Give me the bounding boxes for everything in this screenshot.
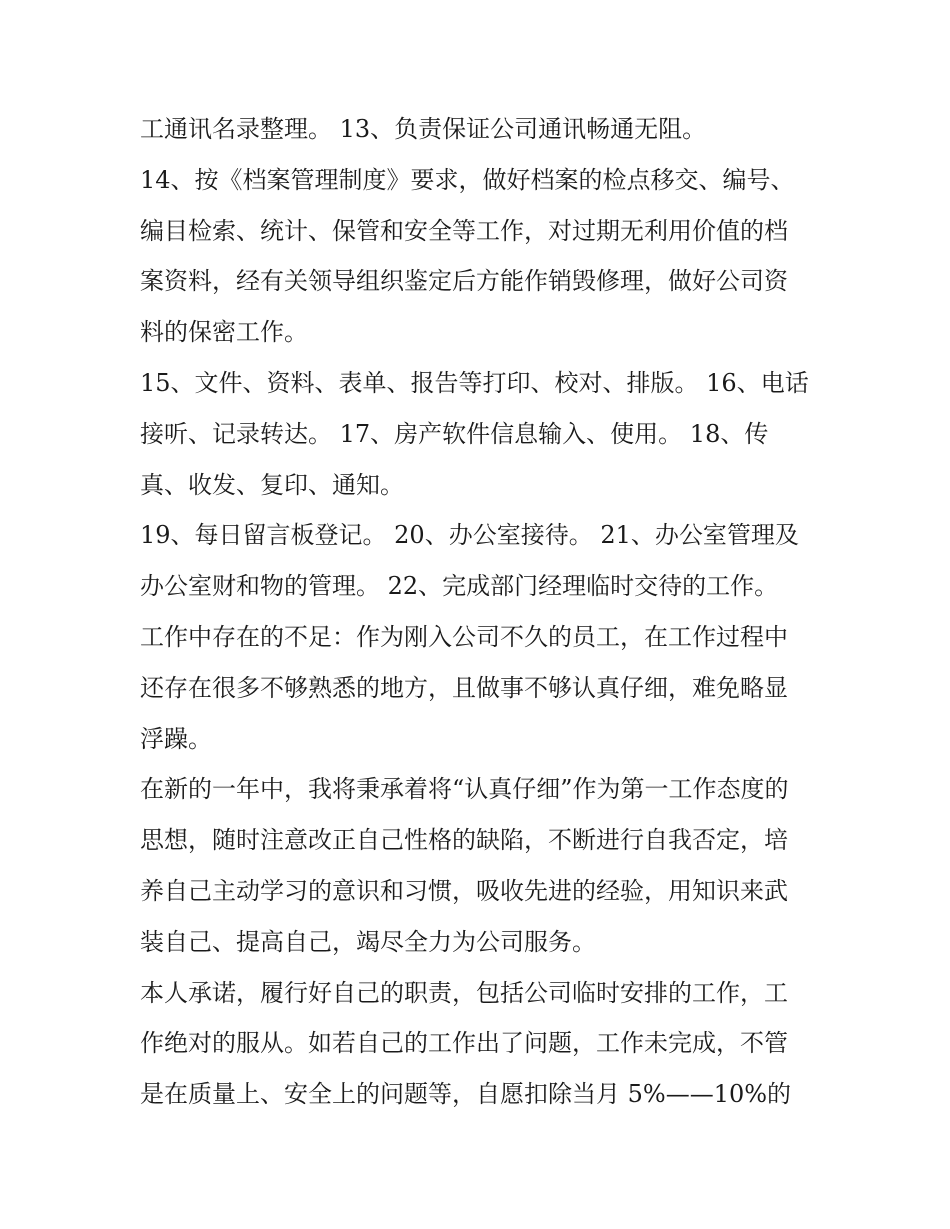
text-line: 工作中存在的不足：作为刚入公司不久的员工，在工作过程中: [140, 622, 788, 651]
document-body: [140, 104, 820, 1120]
text-line: 14、按《档案管理制度》要求，做好档案的检点移交、编号、: [140, 165, 795, 194]
text-line: 19、每日留言板登记。 20、办公室接待。 21、办公室管理及: [140, 521, 799, 550]
text-line: 案资料，经有关领导组织鉴定后方能作销毁修理，做好公司资: [140, 267, 788, 296]
text-line: 本人承诺，履行好自己的职责，包括公司临时安排的工作，工: [140, 978, 788, 1007]
text-line: 装自己、提高自己，竭尽全力为公司服务。: [140, 927, 596, 956]
text-line: 15、文件、资料、表单、报告等打印、校对、排版。 16、电话: [140, 368, 809, 397]
text-line: 养自己主动学习的意识和习惯，吸收先进的经验，用知识来武: [140, 876, 788, 905]
text-line: 思想，随时注意改正自己性格的缺陷，不断进行自我否定，培: [140, 826, 788, 855]
text-line: 是在质量上、安全上的问题等，自愿扣除当月 5%——10%的: [140, 1080, 792, 1109]
text-line: 办公室财和物的管理。 22、完成部门经理临时交待的工作。: [140, 572, 779, 601]
text-line: 编目检索、统计、保管和安全等工作，对过期无利用价值的档: [140, 216, 788, 245]
text-line: 还存在很多不够熟悉的地方，且做事不够认真仔细，难免略显: [140, 673, 788, 702]
text-line: 真、收发、复印、通知。: [140, 470, 404, 499]
text-line: 料的保密工作。: [140, 318, 308, 347]
text-line: 浮躁。: [140, 724, 212, 753]
text-line: 工通讯名录整理。 13、负责保证公司通讯畅通无阻。: [140, 115, 707, 143]
text-line: 在新的一年中，我将秉承着将“认真仔细”作为第一工作态度的: [140, 775, 789, 804]
text-line: 作绝对的服从。如若自己的工作出了问题，工作未完成，不管: [140, 1029, 788, 1058]
text-line: 接听、记录转达。 17、房产软件信息输入、使用。 18、传: [140, 419, 769, 448]
